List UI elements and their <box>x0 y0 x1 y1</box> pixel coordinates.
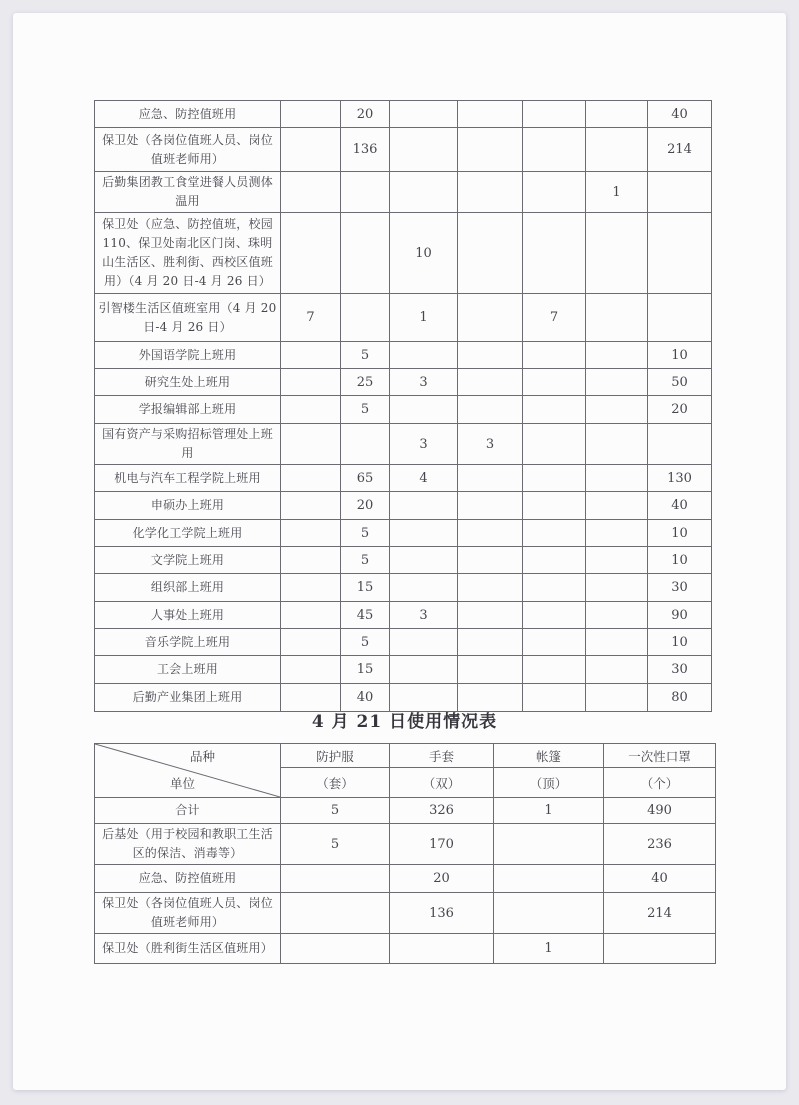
table-row <box>95 602 712 629</box>
value-cell <box>523 396 586 424</box>
value-cell <box>390 172 458 213</box>
value-cell <box>281 342 341 369</box>
row-label-cell: 音乐学院上班用 <box>95 629 281 656</box>
usage-table-april20-grid <box>94 100 712 712</box>
value-cell <box>458 656 523 684</box>
value-cell <box>281 656 341 684</box>
value-cell <box>281 213 341 294</box>
value-cell <box>523 101 586 128</box>
value-cell <box>523 520 586 547</box>
value-cell <box>390 934 494 964</box>
value-cell: 1 <box>494 798 604 824</box>
value-cell: 40 <box>604 865 716 893</box>
value-cell <box>586 342 648 369</box>
row-label-cell: 应急、防控值班用 <box>95 865 281 893</box>
value-cell: 10 <box>390 213 458 294</box>
value-cell <box>390 128 458 172</box>
row-label-cell: 保卫处（各岗位值班人员、岗位值班老师用） <box>95 893 281 934</box>
value-cell <box>523 172 586 213</box>
table-row <box>95 798 716 824</box>
row-label-cell: 应急、防控值班用 <box>95 101 281 128</box>
column-unit: （个） <box>604 768 716 798</box>
column-unit: （顶） <box>494 768 604 798</box>
value-cell: 30 <box>648 574 712 602</box>
value-cell: 5 <box>341 342 390 369</box>
value-cell <box>390 574 458 602</box>
corner-label-category: 品种 <box>189 749 215 764</box>
page-title: 4 月 21 日使用情况表 <box>311 712 498 732</box>
value-cell: 65 <box>341 465 390 492</box>
column-unit: （套） <box>281 768 390 798</box>
value-cell <box>523 465 586 492</box>
value-cell <box>523 629 586 656</box>
value-cell <box>281 629 341 656</box>
value-cell <box>390 656 458 684</box>
row-label-cell: 学报编辑部上班用 <box>95 396 281 424</box>
value-cell <box>586 547 648 574</box>
value-cell: 5 <box>341 629 390 656</box>
value-cell <box>458 602 523 629</box>
value-cell <box>586 294 648 342</box>
value-cell: 214 <box>648 128 712 172</box>
header-corner-cell <box>95 744 281 798</box>
table-row <box>95 294 712 342</box>
table-row <box>95 893 716 934</box>
value-cell <box>586 465 648 492</box>
value-cell <box>458 520 523 547</box>
usage-table-april21 <box>94 743 716 964</box>
value-cell: 5 <box>281 798 390 824</box>
table-row <box>95 465 712 492</box>
value-cell: 5 <box>341 520 390 547</box>
value-cell <box>523 213 586 294</box>
table-row <box>95 656 712 684</box>
value-cell: 490 <box>604 798 716 824</box>
value-cell <box>390 396 458 424</box>
value-cell: 80 <box>648 684 712 712</box>
row-label-cell: 后基处（用于校园和教职工生活区的保洁、消毒等） <box>95 824 281 865</box>
row-label-cell: 申硕办上班用 <box>95 492 281 520</box>
value-cell <box>523 342 586 369</box>
value-cell: 130 <box>648 465 712 492</box>
row-label-cell: 引智楼生活区值班室用（4 月 20 日-4 月 26 日） <box>95 294 281 342</box>
row-label-cell: 后勤产业集团上班用 <box>95 684 281 712</box>
value-cell: 170 <box>390 824 494 865</box>
row-label-cell: 合计 <box>95 798 281 824</box>
table-row <box>95 520 712 547</box>
value-cell: 40 <box>341 684 390 712</box>
row-label-cell: 保卫处（胜利街生活区值班用） <box>95 934 281 964</box>
value-cell: 10 <box>648 547 712 574</box>
value-cell <box>458 213 523 294</box>
value-cell <box>586 101 648 128</box>
table-row <box>95 172 712 213</box>
value-cell <box>586 602 648 629</box>
value-cell <box>458 465 523 492</box>
value-cell <box>458 369 523 396</box>
value-cell <box>281 369 341 396</box>
value-cell: 136 <box>390 893 494 934</box>
value-cell <box>586 492 648 520</box>
table-row <box>95 574 712 602</box>
table-row <box>95 101 712 128</box>
value-cell <box>281 574 341 602</box>
value-cell <box>390 547 458 574</box>
row-label-cell: 机电与汽车工程学院上班用 <box>95 465 281 492</box>
row-label-cell: 后勤集团教工食堂进餐人员测体温用 <box>95 172 281 213</box>
value-cell: 50 <box>648 369 712 396</box>
value-cell: 214 <box>604 893 716 934</box>
table-row <box>95 865 716 893</box>
value-cell <box>523 369 586 396</box>
value-cell: 7 <box>523 294 586 342</box>
table-row <box>95 342 712 369</box>
value-cell <box>523 656 586 684</box>
column-header: 一次性口罩 <box>604 744 716 768</box>
value-cell <box>523 128 586 172</box>
value-cell <box>281 128 341 172</box>
value-cell <box>281 547 341 574</box>
value-cell <box>523 602 586 629</box>
value-cell <box>458 172 523 213</box>
value-cell <box>586 424 648 465</box>
value-cell: 10 <box>648 342 712 369</box>
value-cell: 20 <box>341 492 390 520</box>
column-header: 帐篷 <box>494 744 604 768</box>
value-cell <box>458 547 523 574</box>
value-cell: 20 <box>390 865 494 893</box>
value-cell: 10 <box>648 629 712 656</box>
value-cell <box>458 629 523 656</box>
header-row-names <box>95 744 716 768</box>
value-cell: 7 <box>281 294 341 342</box>
value-cell: 20 <box>648 396 712 424</box>
row-label-cell: 组织部上班用 <box>95 574 281 602</box>
table-row <box>95 128 712 172</box>
value-cell <box>390 629 458 656</box>
value-cell <box>494 893 604 934</box>
row-label-cell: 保卫处（应急、防控值班，校园 110、保卫处南北区门岗、珠明山生活区、胜利街、西校区值班用）（4 月 20 日-4 月 26 日） <box>95 213 281 294</box>
usage-table-april21-grid <box>94 743 716 964</box>
value-cell <box>281 602 341 629</box>
value-cell <box>458 342 523 369</box>
column-header: 手套 <box>390 744 494 768</box>
row-label-cell: 化学化工学院上班用 <box>95 520 281 547</box>
row-label-cell: 国有资产与采购招标管理处上班用 <box>95 424 281 465</box>
value-cell: 3 <box>390 424 458 465</box>
value-cell <box>390 492 458 520</box>
value-cell: 326 <box>390 798 494 824</box>
value-cell <box>281 520 341 547</box>
value-cell <box>523 574 586 602</box>
table-row <box>95 213 712 294</box>
value-cell: 40 <box>648 492 712 520</box>
value-cell: 90 <box>648 602 712 629</box>
value-cell <box>458 128 523 172</box>
value-cell <box>390 101 458 128</box>
value-cell <box>586 213 648 294</box>
value-cell <box>341 424 390 465</box>
value-cell: 136 <box>341 128 390 172</box>
value-cell <box>281 101 341 128</box>
value-cell <box>586 656 648 684</box>
value-cell <box>586 369 648 396</box>
corner-label-unit: 单位 <box>169 776 195 791</box>
value-cell <box>341 294 390 342</box>
value-cell: 1 <box>586 172 648 213</box>
value-cell: 3 <box>390 602 458 629</box>
value-cell <box>523 547 586 574</box>
value-cell <box>458 492 523 520</box>
value-cell: 3 <box>458 424 523 465</box>
row-label-cell: 外国语学院上班用 <box>95 342 281 369</box>
value-cell <box>586 128 648 172</box>
value-cell <box>390 342 458 369</box>
value-cell: 236 <box>604 824 716 865</box>
value-cell <box>281 492 341 520</box>
row-label-cell: 人事处上班用 <box>95 602 281 629</box>
value-cell: 45 <box>341 602 390 629</box>
value-cell <box>648 213 712 294</box>
value-cell: 1 <box>494 934 604 964</box>
row-label-cell: 工会上班用 <box>95 656 281 684</box>
value-cell: 4 <box>390 465 458 492</box>
value-cell: 15 <box>341 656 390 684</box>
value-cell <box>281 893 390 934</box>
value-cell <box>281 424 341 465</box>
value-cell <box>341 213 390 294</box>
value-cell <box>648 294 712 342</box>
value-cell <box>586 396 648 424</box>
row-label-cell: 文学院上班用 <box>95 547 281 574</box>
value-cell <box>281 465 341 492</box>
value-cell <box>458 294 523 342</box>
row-label-cell: 保卫处（各岗位值班人员、岗位值班老师用） <box>95 128 281 172</box>
value-cell <box>523 424 586 465</box>
table-row <box>95 396 712 424</box>
table-row <box>95 492 712 520</box>
value-cell <box>604 934 716 964</box>
value-cell <box>586 574 648 602</box>
value-cell <box>648 172 712 213</box>
column-header: 防护服 <box>281 744 390 768</box>
column-unit: （双） <box>390 768 494 798</box>
table-row <box>95 629 712 656</box>
value-cell: 5 <box>281 824 390 865</box>
value-cell <box>458 396 523 424</box>
value-cell: 3 <box>390 369 458 396</box>
value-cell: 20 <box>341 101 390 128</box>
value-cell <box>281 934 390 964</box>
value-cell: 40 <box>648 101 712 128</box>
value-cell <box>586 629 648 656</box>
value-cell <box>281 172 341 213</box>
value-cell: 5 <box>341 547 390 574</box>
table-row <box>95 547 712 574</box>
value-cell <box>523 492 586 520</box>
value-cell <box>341 172 390 213</box>
value-cell <box>458 574 523 602</box>
value-cell <box>586 520 648 547</box>
value-cell <box>494 824 604 865</box>
value-cell <box>494 865 604 893</box>
usage-table-april20 <box>94 100 712 712</box>
table-row <box>95 369 712 396</box>
value-cell: 15 <box>341 574 390 602</box>
value-cell: 30 <box>648 656 712 684</box>
document-page <box>13 13 786 1090</box>
row-label-cell: 研究生处上班用 <box>95 369 281 396</box>
table-row <box>95 424 712 465</box>
table-row <box>95 934 716 964</box>
value-cell: 10 <box>648 520 712 547</box>
value-cell: 25 <box>341 369 390 396</box>
value-cell: 5 <box>341 396 390 424</box>
value-cell <box>281 396 341 424</box>
value-cell <box>458 101 523 128</box>
value-cell <box>281 865 390 893</box>
value-cell: 1 <box>390 294 458 342</box>
table-row <box>95 824 716 865</box>
value-cell <box>390 520 458 547</box>
value-cell <box>648 424 712 465</box>
